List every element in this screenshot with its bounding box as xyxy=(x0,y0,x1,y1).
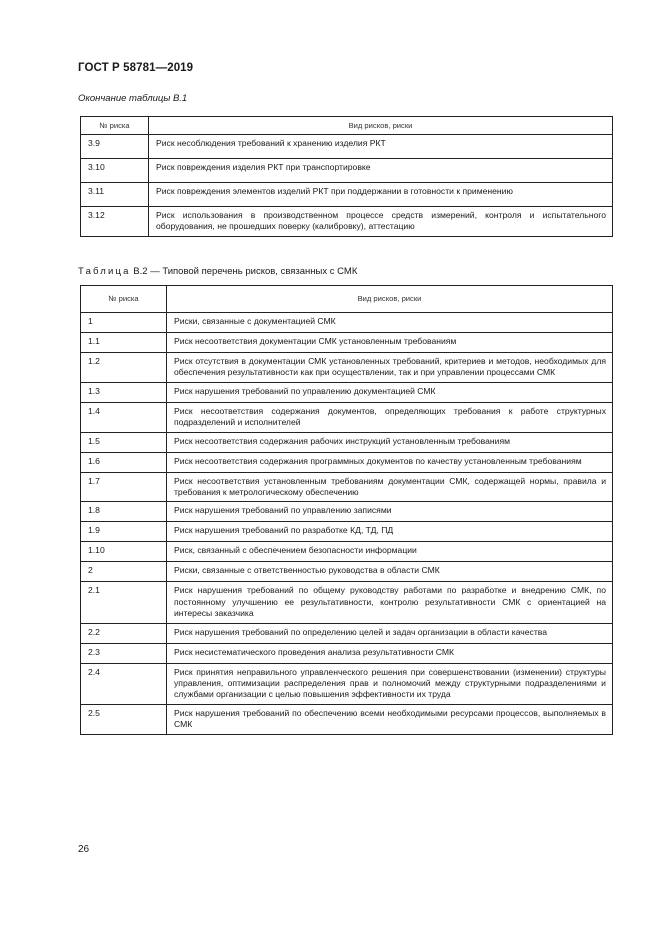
risk-number-cell xyxy=(81,135,149,159)
risk-number: 3.9 xyxy=(88,138,100,148)
risk-description: Риск, связанный с обеспечением безопасности информации xyxy=(174,545,417,556)
table-row xyxy=(81,183,613,207)
table2-body xyxy=(81,313,613,735)
risk-description-cell xyxy=(167,382,613,402)
risk-number-cell xyxy=(81,313,167,333)
table-row xyxy=(81,562,613,582)
table-row xyxy=(81,207,613,237)
risk-number-cell xyxy=(81,452,167,472)
table-row xyxy=(81,382,613,402)
risk-description-cell xyxy=(167,582,613,623)
risk-number: 1.4 xyxy=(88,405,100,416)
risk-table-b2 xyxy=(80,285,613,735)
risk-number-cell xyxy=(81,643,167,663)
risk-number-cell xyxy=(81,522,167,542)
risk-description-cell xyxy=(167,542,613,562)
risk-description-cell xyxy=(149,183,613,207)
risk-number-cell xyxy=(81,183,149,207)
risk-number-cell xyxy=(81,159,149,183)
risk-number: 2.1 xyxy=(88,585,100,596)
risk-description: Риск нарушения требований по общему руководству работами по разработке и внедрению СМК, по постоянному улучшению ее результативности, контролю результативности СМК с ориентацией на интересы заказчика xyxy=(174,585,606,619)
table1-body xyxy=(81,135,613,237)
risk-number: 1.10 xyxy=(88,545,105,556)
table-row xyxy=(81,313,613,333)
risk-number-cell xyxy=(81,432,167,452)
table-row xyxy=(81,452,613,472)
risk-number: 1.3 xyxy=(88,385,100,396)
risk-number-cell xyxy=(81,663,167,704)
table-row xyxy=(81,402,613,432)
table-row xyxy=(81,135,613,159)
risk-description-cell xyxy=(149,207,613,237)
risk-description-cell xyxy=(167,502,613,522)
risk-description: Риск нарушения требований по определению целей и задач организации в области качества xyxy=(174,626,548,637)
risk-number: 1.1 xyxy=(88,336,100,346)
table-row xyxy=(81,432,613,452)
table-row xyxy=(81,502,613,522)
column-header-number: № риска xyxy=(81,286,167,313)
risk-description: Риск несоблюдения требований к хранению изделия РКТ xyxy=(156,138,386,148)
risk-number-cell xyxy=(81,207,149,237)
risk-description-cell xyxy=(167,623,613,643)
risk-description-cell xyxy=(167,333,613,353)
risk-number-cell xyxy=(81,472,167,502)
table-row xyxy=(81,472,613,502)
risk-description-cell xyxy=(167,313,613,333)
risk-number-cell xyxy=(81,582,167,623)
table-row xyxy=(81,704,613,734)
risk-description: Риск нарушения требований по обеспечению всеми необходимыми ресурсами процессов, выполняемых в СМК xyxy=(174,707,606,730)
risk-number: 2 xyxy=(88,565,93,576)
risk-number-cell xyxy=(81,402,167,432)
risk-number: 1.7 xyxy=(88,475,100,486)
table-row xyxy=(81,663,613,704)
risk-description-cell xyxy=(167,643,613,663)
risk-description-cell xyxy=(149,135,613,159)
risk-description: Риски, связанные с ответственностью руководства в области СМК xyxy=(174,565,440,576)
risk-number: 1.9 xyxy=(88,525,100,536)
risk-number: 2.2 xyxy=(88,626,100,637)
table2-caption-text: В.2 — Типовой перечень рисков, связанных с СМК xyxy=(133,266,358,277)
risk-description: Риск несоответствия содержания документов, определяющих требования к работе структурных подразделений и исполнителей xyxy=(174,405,606,428)
risk-description-cell xyxy=(167,452,613,472)
document-code: ГОСТ Р 58781—2019 xyxy=(78,62,194,74)
risk-description: Риск несоответствия содержания программных документов по качеству установленным требованиям xyxy=(174,455,582,466)
risk-description-cell xyxy=(167,432,613,452)
risk-table-b1-end xyxy=(80,116,613,237)
risk-description: Риски, связанные с документацией СМК xyxy=(174,316,336,326)
risk-number-cell xyxy=(81,502,167,522)
risk-description-cell xyxy=(167,402,613,432)
risk-description-cell xyxy=(167,353,613,383)
risk-number: 3.12 xyxy=(88,210,105,220)
risk-description: Риск несоответствия установленным требованиям документации СМК, содержащей нормы, правила и требования к метрологическому обеспечению xyxy=(174,475,606,498)
risk-description: Риск несистематического проведения анализа результативности СМК xyxy=(174,646,455,657)
risk-number: 1.2 xyxy=(88,356,100,366)
risk-number: 1.8 xyxy=(88,505,100,516)
table-row xyxy=(81,522,613,542)
column-header-number: № риска xyxy=(81,117,149,135)
risk-description: Риск принятия неправильного управленческого решения при совершенствовании (изменении) структуры управления, оптимизации распределения прав и полномочий между структурными подразделениями и службами организации с целью повышения эффективности их труда xyxy=(174,666,606,700)
risk-number-cell xyxy=(81,623,167,643)
risk-number: 1.5 xyxy=(88,435,100,446)
risk-number-cell xyxy=(81,333,167,353)
risk-description: Риск повреждения изделия РКТ при транспортировке xyxy=(156,162,371,172)
risk-number-cell xyxy=(81,562,167,582)
table-row xyxy=(81,333,613,353)
risk-description-cell xyxy=(167,704,613,734)
table-row xyxy=(81,623,613,643)
table-row xyxy=(81,643,613,663)
risk-number: 2.5 xyxy=(88,707,100,718)
risk-description-cell xyxy=(149,159,613,183)
risk-number: 3.10 xyxy=(88,162,105,172)
table-row xyxy=(81,582,613,623)
risk-number: 1 xyxy=(88,316,93,326)
risk-number: 2.3 xyxy=(88,646,100,657)
risk-description-cell xyxy=(167,663,613,704)
risk-description: Риск нарушения требований по управлению записями xyxy=(174,505,392,516)
risk-number: 3.11 xyxy=(88,186,105,196)
table-row xyxy=(81,353,613,383)
risk-number-cell xyxy=(81,353,167,383)
page-number: 26 xyxy=(78,844,90,855)
risk-number: 1.6 xyxy=(88,455,100,466)
table1-caption: Окончание таблицы В.1 xyxy=(78,93,188,104)
risk-description: Риск повреждения элементов изделий РКТ при поддержании в готовности к применению xyxy=(156,186,513,196)
risk-description: Риск использования в производственном процессе средств измерений, контроля и испытательного оборудования, не прошедших поверку (калибровку), аттестацию xyxy=(156,210,606,232)
table2-caption-label: Таблица xyxy=(78,266,131,277)
table-row xyxy=(81,542,613,562)
column-header-description: Вид рисков, риски xyxy=(167,286,613,313)
risk-description: Риск несоответствия содержания рабочих инструкций установленным требованиям xyxy=(174,435,511,446)
risk-description-cell xyxy=(167,472,613,502)
risk-description: Риск отсутствия в документации СМК установленных требований, критериев и методов, необходимых для обеспечения результативности как при осуществлении, так и при управлении процессами СМК xyxy=(174,356,606,378)
risk-description: Риск нарушения требований по управлению документацией СМК xyxy=(174,385,436,396)
table2-caption xyxy=(78,266,357,277)
column-header-description: Вид рисков, риски xyxy=(149,117,613,135)
risk-number-cell xyxy=(81,382,167,402)
risk-description-cell xyxy=(167,562,613,582)
risk-description: Риск нарушения требований по разработке КД, ТД, ПД xyxy=(174,525,394,536)
risk-number-cell xyxy=(81,542,167,562)
risk-number: 2.4 xyxy=(88,666,100,677)
risk-number-cell xyxy=(81,704,167,734)
table-row xyxy=(81,159,613,183)
risk-description-cell xyxy=(167,522,613,542)
risk-description: Риск несоответствия документации СМК установленным требованиям xyxy=(174,336,457,346)
